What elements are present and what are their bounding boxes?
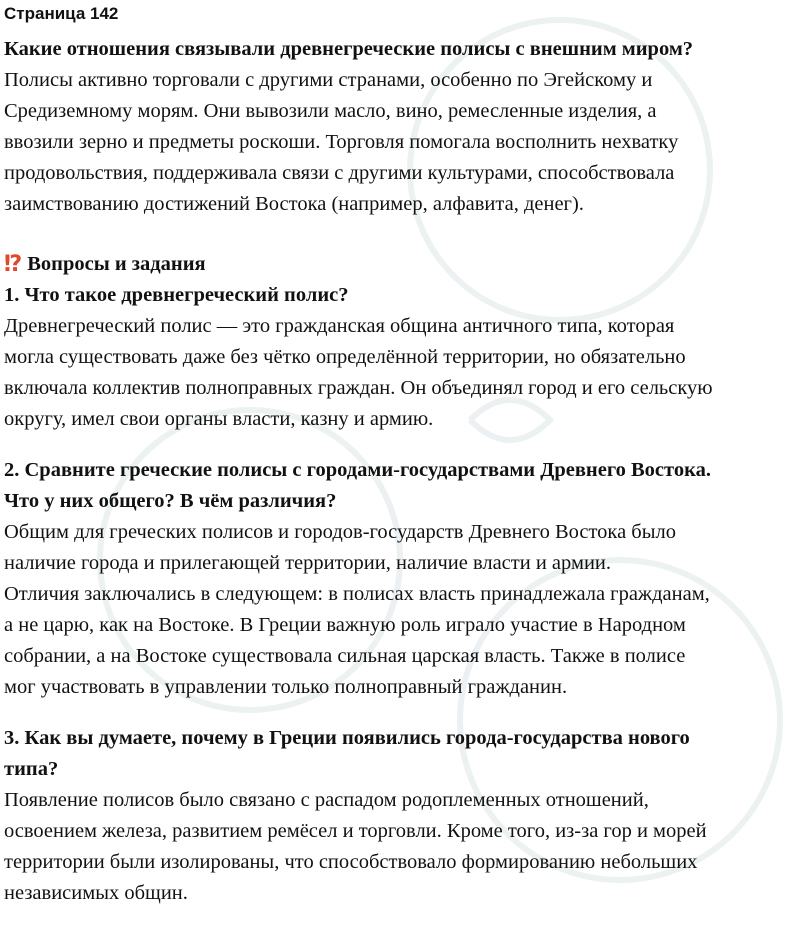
task-1: [4, 280, 796, 435]
task-question: 3. Как вы думаете, почему в Греции появились города-государства нового: [4, 727, 690, 749]
task-answer-line: Общим для греческих полисов и городов-государств Древнего Востока было: [4, 521, 676, 543]
task-answer-line: собрании, а на Востоке существовала сильная царская власть. Также в полисе: [4, 645, 686, 667]
intro-line: Полисы активно торговали с другими странами, особенно по Эгейскому и: [4, 69, 653, 91]
intro-block: [4, 34, 796, 220]
intro-line: продовольствия, поддерживала связи с другими культурами, способствовала: [4, 162, 675, 184]
task-answer-line: мог участвовать в управлении только полноправный гражданин.: [4, 676, 568, 698]
task-question: 2. Сравните греческие полисы с городами-государствами Древнего Востока.: [4, 459, 711, 481]
spacer: [4, 220, 796, 249]
task-answer-line: Древнегреческий полис — это гражданская община античного типа, которая: [4, 315, 675, 337]
section-title: Вопросы и задания: [27, 253, 206, 275]
intro-question: Какие отношения связывали древнегреческие полисы с внешним миром?: [4, 38, 694, 60]
task-answer-line: могла существовать даже без чётко определённой территории, но обязательно: [4, 346, 686, 368]
spacer: [4, 703, 796, 723]
task-answer-line: Отличия заключались в следующем: в полисах власть принадлежала гражданам,: [4, 583, 710, 605]
spacer: [4, 435, 796, 455]
task-answer-line: а не царю, как на Востоке. В Греции важную роль играло участие в Народном: [4, 614, 686, 636]
section-heading: [4, 249, 796, 280]
intro-line: ввозили зерно и предметы роскоши. Торговля помогала восполнить нехватку: [4, 131, 679, 153]
task-2: [4, 455, 796, 703]
content: [4, 0, 796, 909]
task-question: 1. Что такое древнегреческий полис?: [4, 284, 349, 306]
task-answer-line: независимых общин.: [4, 882, 188, 904]
task-answer-line: округу, имел свои органы власти, казну и армию.: [4, 408, 434, 430]
task-question: типа?: [4, 758, 59, 780]
task-answer-line: освоением железа, развитием ремёсел и торговли. Кроме того, из-за гор и морей: [4, 820, 707, 842]
intro-line: заимствованию достижений Востока (например, алфавита, денег).: [4, 193, 584, 215]
intro-line: Средиземному морям. Они вывозили масло, вино, ремесленные изделия, а: [4, 100, 657, 122]
task-answer-line: включала коллектив полноправных граждан. Он объединял город и его сельскую: [4, 377, 713, 399]
page-label: Страница 142: [4, 4, 119, 23]
task-answer-line: территории были изолированы, что способствовало формированию небольших: [4, 851, 698, 873]
task-3: [4, 723, 796, 909]
task-question: Что у них общего? В чём различия?: [4, 490, 337, 512]
exclamation-question-icon: ⁉: [4, 252, 20, 277]
task-answer-line: Появление полисов было связано с распадом родоплеменных отношений,: [4, 789, 649, 811]
task-answer-line: наличие города и прилегающей территории, наличие власти и армии.: [4, 552, 612, 574]
